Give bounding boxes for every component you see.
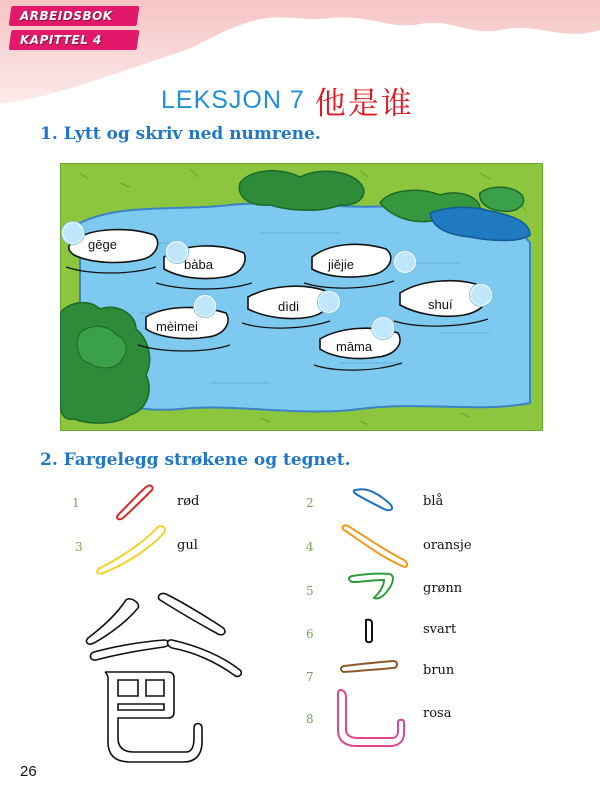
color-name-3: gul: [177, 538, 198, 553]
word-meimei: mèimei: [156, 319, 198, 334]
lesson-title-latin: LEKSJON 7: [161, 85, 305, 114]
word-jiejie: jiějie: [328, 257, 355, 272]
task2-heading: 2. Fargelegg strøkene og tegnet.: [40, 450, 351, 470]
word-didi: dìdi: [278, 299, 299, 314]
color-name-8: rosa: [423, 706, 452, 721]
character-outline[interactable]: [86, 594, 241, 762]
lesson-title-chinese: 他是谁: [314, 85, 414, 122]
stroke-number-5: 5: [306, 584, 314, 598]
word-baba: bàba: [184, 257, 213, 272]
stroke-number-1: 1: [72, 496, 80, 510]
color-name-6: svart: [423, 622, 457, 637]
word-gege: gēge: [88, 237, 117, 252]
stroke-number-6: 6: [306, 627, 314, 641]
stroke-8-pink[interactable]: [338, 690, 404, 746]
task1-heading: 1. Lytt og skriv ned numrene.: [40, 124, 321, 144]
color-name-4: oransje: [423, 538, 472, 553]
stroke-number-2: 2: [306, 496, 314, 510]
word-mama: māma: [336, 339, 373, 354]
color-name-2: blå: [423, 494, 444, 509]
page-number: 26: [20, 763, 37, 780]
chapter-badge-label: KAPITTEL 4: [20, 33, 102, 47]
stroke-1-red[interactable]: [117, 486, 153, 520]
stroke-3-yellow[interactable]: [97, 526, 165, 574]
stroke-6-black[interactable]: [366, 620, 372, 643]
stroke-2-blue[interactable]: [354, 489, 392, 510]
color-name-5: grønn: [423, 581, 463, 596]
stroke-number-7: 7: [306, 670, 314, 684]
workbook-badge-label: ARBEIDSBOK: [20, 9, 113, 23]
stroke-7-brown[interactable]: [341, 661, 397, 672]
color-name-1: rød: [177, 494, 200, 509]
word-shui: shuí: [428, 297, 453, 312]
stroke-number-4: 4: [306, 540, 314, 554]
color-name-7: brun: [423, 663, 455, 678]
stroke-5-green[interactable]: [349, 574, 393, 599]
stroke-number-8: 8: [306, 712, 314, 726]
stroke-4-orange[interactable]: [343, 525, 408, 566]
stroke-number-3: 3: [75, 540, 83, 554]
